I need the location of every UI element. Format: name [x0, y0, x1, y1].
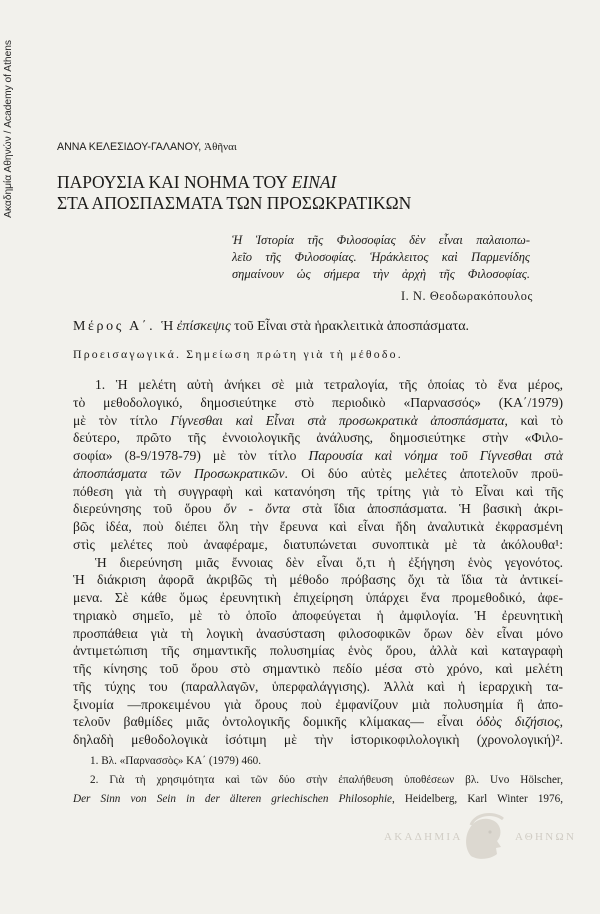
text-line [73, 607, 563, 625]
text-run: πόθεση γιὰ τὴ συγγραφὴ καὶ κατανόηση τῆς τρίτης γιὰ τὸ Εἶναι καὶ τῆς [73, 483, 563, 499]
epigraph-line: Ἡ Ἱστορία τῆς Φιλοσοφίας δὲν εἶναι παλαιοπω- [232, 233, 530, 247]
text-line [73, 536, 563, 554]
text-line [73, 771, 563, 790]
part-heading-emphasis: ἐπίσκεψις [176, 319, 231, 334]
text-run: τῆς κίνησης τοῦ ὅρου στὸ σημαντικὸ πεδίο μέσα στὸ χρόνο, καὶ μελέτη [73, 661, 563, 676]
text-line [73, 696, 563, 714]
text-line [73, 500, 563, 518]
text-line [73, 642, 563, 660]
title-line: ΣΤΑ ΑΠΟΣΠΑΣΜΑΤΑ ΤΩΝ ΠΡΟΣΩΚΡΑΤΙΚΩΝ [57, 192, 412, 213]
author-city: Ἀθῆναι [204, 141, 237, 153]
text-run: 1. Ἡ μελέτη αὐτὴ ἀνήκει σὲ μιὰ τετραλογία, τῆς ὁποίας τὸ ἕνα μέρος, [95, 377, 563, 392]
text-run: διερεύνησης τοῦ ὅρου [73, 501, 224, 517]
paragraph [73, 376, 563, 554]
text-line [73, 554, 563, 572]
text-run: προσπάθεια γιὰ τὴ λογικὴ ἀνασύσταση φιλοσοφικῶν ὅρων δὲν εἶναι μόνο [73, 625, 563, 641]
text-run: τηριακὸ σημεῖο, μὲ τὸ ὁποῖο ἀποφεύγεται ἡ ἀμφιλογία. Ἡ ἐρευνητικὴ [73, 607, 563, 623]
part-heading-text: Ἡ [161, 319, 177, 334]
epigraph-line: σημαίνουν ὡς σήμερα τὴν ἀρχὴ τῆς Φιλοσοφίας. [232, 267, 530, 281]
text-run: στὶς μελέτες ποὺ ἀναφέραμε, διατυπώνεται συνοπτικὰ μὲ τὰ ἀκόλουθα¹: [73, 536, 563, 552]
text-line [73, 412, 563, 430]
text-run: , [559, 714, 563, 730]
text-run: ἀντιμετώπιση τῆς σημαντικῆς πολυσημίας ἑνὸς ὅρου, ἀλλὰ καὶ καταγραφὴ [73, 643, 563, 659]
watermark-text-right: ΑΘΗΝΩΝ [515, 831, 577, 843]
italic-text: ἀποσπάσματα τῶν Προσωκρατικῶν [73, 465, 285, 481]
title-line [57, 172, 411, 193]
title-text: ΠΑΡΟΥΣΙΑ ΚΑΙ ΝΟΗΜΑ ΤΟΥ [57, 172, 292, 192]
text-run: , Heidelberg, Karl Winter 1976, [392, 793, 563, 805]
footnote [73, 752, 563, 771]
text-run: τελοῦν βαθμίδες μιᾶς ὀντολογικῆς δομικῆς κλίμακας— εἶναι [73, 714, 477, 730]
italic-text: Γίγνεσθαι καὶ Εἶναι στὰ προσωκρατικὰ ἀποσπάσματα [170, 412, 505, 428]
text-run: σοφία» (8-9/1978-79) μὲ τὸν τίτλο [73, 448, 309, 463]
text-run: , καὶ τὸ [504, 412, 564, 428]
section-heading: Προεισαγωγικά. Σημείωση πρώτη γιὰ τὴ μέθοδο. [73, 347, 403, 361]
text-run: βῶς ἰδέα, ποὺ διέπει ὅλη τὴν ἔρευνα καὶ εἶναι ἤδη ἀναλυτικὰ ἐκφρασμένη [73, 519, 563, 534]
text-run: μενα. Σὲ κάθε ὅμως ἐρευνητικὴ ἐπιχείρηση ὑπάρχει ἕνα προμεθοδικό, ἀφε- [73, 590, 563, 605]
text-line [73, 752, 563, 771]
side-archive-label: Ακαδημία Αθηνών / Academy of Athens [3, 40, 14, 218]
text-run: 2. Γιὰ τὴ χρησιμότητα καὶ τῶν δύο στὴν ἐπαλήθευση ὑποθέσεων βλ. Uvo Hölscher, [90, 774, 563, 786]
watermark-text-left: ΑΚΑΔΗΜΙΑ [384, 831, 463, 843]
text-line [73, 625, 563, 643]
text-line [73, 589, 563, 607]
body-text [73, 376, 563, 749]
text-run: τὸ μεθοδολογικό, δημοσιεύτηκε στὸ περιοδικὸ «Παρνασσός» (ΚΑ΄/1979) [73, 394, 563, 410]
text-line [73, 465, 563, 483]
text-line [73, 429, 563, 447]
text-line [73, 483, 563, 501]
text-run: Ἡ διερεύνηση μιᾶς ἔννοιας δὲν εἶναι ὅ,τι ἡ ἐξήγηση ἑνὸς γεγονότος. [95, 554, 563, 570]
athena-head-icon [453, 810, 513, 864]
italic-text: Der Sinn von Sein in der älteren griechischen Philosophie [73, 793, 393, 805]
text-run: 1. Βλ. «Παρνασσὸς» ΚΑ΄ (1979) 460. [90, 755, 262, 767]
footnote [73, 771, 563, 809]
italic-text: ὄν - ὄντα [223, 501, 291, 517]
epigraph-attribution: Ι. Ν. Θεοδωρακόπουλος [400, 289, 533, 303]
text-run: στὰ ἴδια ἀποσπάσματα. Ἡ βασικὴ ἀκρι- [290, 501, 563, 517]
text-run: δηλαδὴ μεθοδολογικὰ ἰσότιμη μὲ τὴν ἱστορικοφιλολογικὴ (χρονολογική)². [73, 732, 563, 747]
title-emphasis: ΕΙΝΑΙ [291, 172, 337, 192]
text-line [73, 376, 563, 394]
part-heading-text: τοῦ Εἶναι στὰ ἡρακλειτικὰ ἀποσπάσματα. [230, 319, 470, 334]
text-line [73, 660, 563, 678]
text-line [73, 447, 563, 465]
text-line [73, 713, 563, 731]
text-line [73, 731, 563, 749]
text-line [73, 394, 563, 412]
paragraph [73, 554, 563, 749]
text-run: δεύτερο, πρῶτο τῆς ἐννοιολογικῆς ἀνάλυσης, δημοσιεύτηκε στὴν «Φιλο- [73, 430, 563, 446]
text-run: μὲ τὸν τίτλο [73, 412, 171, 428]
text-line [73, 790, 563, 809]
article-title [57, 172, 411, 213]
text-run: ξινομία —προκειμένου γιὰ ὅρους ποὺ ἐμφανίζουν μιὰ πολυσημία ἢ ἀπο- [73, 696, 563, 712]
part-label: Μέρος Α΄. [73, 319, 156, 334]
italic-text: Παρουσία καὶ νόημα τοῦ Γίγνεσθαι στὰ [308, 448, 564, 463]
text-run: . Οἱ δύο αὐτὲς μελέτες ἀποτελοῦν προϋ- [284, 465, 563, 481]
text-line [73, 518, 563, 536]
text-line [73, 678, 563, 696]
text-run: τῆς τύχης του (παραλλαγῶν, ὑπερφαλάγγισης). Ἀλλὰ καὶ ἡ ἱεραρχικὴ τα- [73, 678, 563, 694]
text-line [73, 571, 563, 589]
part-heading [73, 319, 469, 335]
text-run: Ἡ διάκριση ἀφορᾶ ἀκριβῶς τὴ μέθοδο πρόβασης ὄχι τὰ ἴδια τὰ ἀντικεί- [73, 572, 563, 588]
italic-text: ὁδὸς διζήσιος [476, 714, 560, 730]
epigraph-line: λεῖο τῆς Φιλοσοφίας. Ἡράκλειτος καὶ Παρμενίδης [232, 250, 530, 264]
author-line [57, 141, 237, 153]
epigraph [232, 232, 530, 283]
footnotes [73, 752, 563, 809]
author-name: ΑΝΝΑ ΚΕΛΕΣΙΔΟΥ-ΓΑΛΑΝΟΥ, [57, 141, 202, 153]
